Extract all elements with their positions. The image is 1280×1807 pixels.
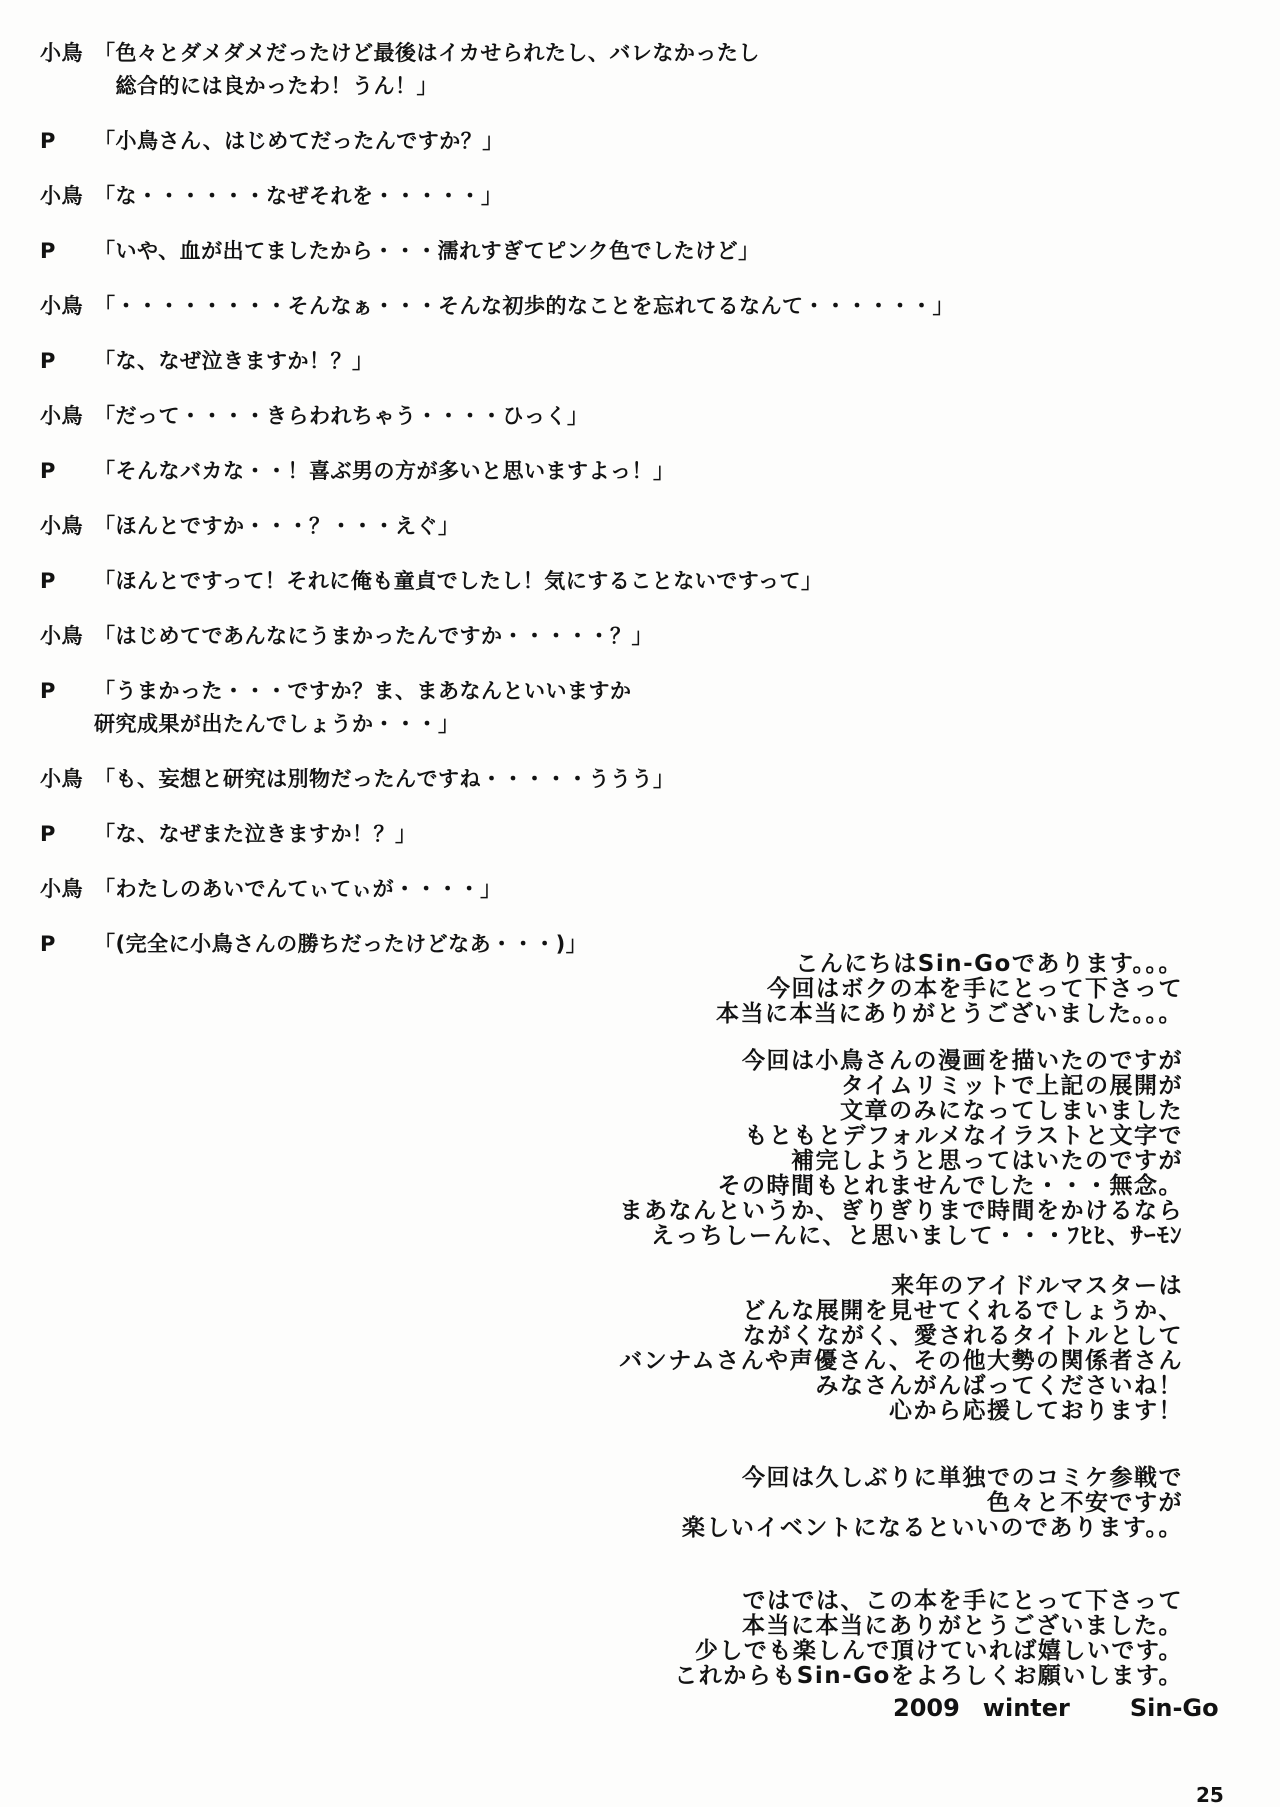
dialogue-row	[40, 180, 1050, 213]
dialogue-row	[40, 455, 1050, 488]
afterword-line: 来年のアイドルマスターは	[891, 1273, 1183, 1299]
afterword-paragraph	[619, 952, 1183, 1027]
dialogue-text: 「いや、血が出てましたから・・・濡れすぎてピンク色でしたけど」	[94, 239, 760, 263]
dialogue-text: 「も、妄想と研究は別物だったんですね・・・・・ううう」	[94, 767, 675, 791]
afterword-line: もともとデフォルメなイラストと文字で	[744, 1123, 1183, 1149]
dialogue-text: 「な、なぜまた泣きますか！？」	[94, 822, 417, 846]
dialogue-row	[40, 235, 1050, 268]
speaker-label: 小鳥	[40, 767, 83, 791]
dialogue-row	[40, 675, 1050, 741]
speaker-label: 小鳥	[40, 404, 83, 428]
speaker-label: 小鳥	[40, 514, 83, 538]
dialogue-row	[40, 565, 1050, 598]
afterword-line: 楽しいイベントになるといいのであります。。	[681, 1515, 1183, 1541]
afterword-line: こんにちはSin-Goであります。。。	[795, 951, 1183, 977]
afterword-line: どんな展開を見せてくれるでしょうか、	[742, 1298, 1183, 1324]
credit-author: Sin-Go	[1129, 1694, 1219, 1722]
dialogue-row	[40, 818, 1050, 851]
dialogue-text: 「な・・・・・・なぜそれを・・・・・」	[94, 184, 503, 208]
speaker-label: P	[40, 129, 56, 153]
afterword-line: まあなんというか、ぎりぎりまで時間をかけるなら	[619, 1198, 1183, 1224]
dialogue-row	[40, 345, 1050, 378]
speaker-label: 小鳥	[40, 41, 83, 65]
dialogue-row	[40, 290, 1050, 323]
afterword-line: 本当に本当にありがとうございました。	[742, 1613, 1183, 1639]
afterword-line: これからもSin-Goをよろしくお願いします。	[674, 1663, 1183, 1689]
afterword-line: えっちしーんに、と思いまして・・・ﾌﾋﾋ、ｻｰﾓﾝ	[651, 1223, 1183, 1249]
dialogue-row	[40, 37, 1050, 103]
credit-season: winter	[982, 1694, 1070, 1722]
dialogue-text: 「はじめてであんなにうまかったんですか・・・・・？」	[94, 624, 653, 648]
dialogue-text: 「そんなバカな・・！喜ぶ男の方が多いと思いますよっ！」	[94, 459, 675, 483]
afterword-line: 今回は小鳥さんの漫画を描いたのですが	[742, 1048, 1183, 1074]
speaker-label: P	[40, 349, 56, 373]
afterword-line: みなさんがんばってくださいね！	[815, 1373, 1183, 1399]
speaker-label: 小鳥	[40, 184, 83, 208]
dialogue-text: 「ほんとですって！それに俺も童貞でしたし！気にすることないですって」	[94, 569, 823, 593]
speaker-label: P	[40, 822, 56, 846]
dialogue-text: 「ほんとですか・・・？・・・えぐ」	[94, 514, 460, 538]
dialogue-text: 「色々とダメダメだったけど最後はイカせられたし、バレなかったし 総合的には良かったわ！うん！」	[94, 41, 760, 98]
credit-year: 2009	[893, 1694, 960, 1722]
speaker-label: P	[40, 569, 56, 593]
dialogue-row	[40, 125, 1050, 158]
afterword-paragraph	[619, 1274, 1183, 1424]
dialogue-row	[40, 510, 1050, 543]
page-number: 25	[1196, 1783, 1224, 1807]
dialogue-text: 「小鳥さん、はじめてだったんですか？」	[94, 129, 504, 153]
afterword-line: タイムリミットで上記の展開が	[840, 1073, 1183, 1099]
afterword-line: ではでは、この本を手にとって下さって	[742, 1588, 1183, 1614]
afterword-line: 今回はボクの本を手にとって下さって	[766, 976, 1183, 1002]
afterword-line: その時間もとれませんでした・・・無念。	[717, 1173, 1183, 1199]
afterword-paragraph	[619, 1589, 1183, 1689]
speaker-label: P	[40, 679, 56, 703]
afterword-line: バンナムさんや声優さん、その他大勢の関係者さん	[619, 1348, 1183, 1374]
dialogue-row	[40, 400, 1050, 433]
dialogue-text: 「・・・・・・・・そんなぁ・・・そんな初歩的なことを忘れてるなんて・・・・・・」	[94, 294, 954, 318]
afterword-line: ながくながく、愛されるタイトルとして	[742, 1323, 1183, 1349]
speaker-label: P	[40, 459, 56, 483]
dialogue-text: 「(完全に小鳥さんの勝ちだったけどなあ・・・)」	[94, 932, 588, 956]
dialogue-text: 「だって・・・・きらわれちゃう・・・・ひっく」	[94, 404, 589, 428]
speaker-label: P	[40, 932, 56, 956]
credit-line	[893, 1694, 1219, 1722]
afterword-line: 心から応援しております！	[889, 1398, 1183, 1424]
dialogue-text: 「うまかった・・・ですか？ま、まあなんといいますか 研究成果が出たんでしょうか・・・」	[94, 679, 632, 736]
dialogue-row	[40, 763, 1050, 796]
speaker-label: 小鳥	[40, 877, 83, 901]
speaker-label: P	[40, 239, 56, 263]
dialogue-row	[40, 873, 1050, 906]
speaker-label: 小鳥	[40, 294, 83, 318]
afterword-line: 文章のみになってしまいました	[840, 1098, 1183, 1124]
afterword-paragraph	[619, 1466, 1183, 1541]
afterword-line: 少しでも楽しんで頂けていれば嬉しいです。	[694, 1638, 1183, 1664]
dialogue-text: 「わたしのあいでんてぃてぃが・・・・」	[94, 877, 502, 901]
afterword-section	[619, 952, 1183, 1714]
dialogue-row	[40, 620, 1050, 653]
dialogue-section	[40, 37, 1050, 983]
afterword-line: 色々と不安ですが	[987, 1490, 1183, 1516]
dialogue-text: 「な、なぜ泣きますか！？」	[94, 349, 374, 373]
afterword-line: 補完しようと思ってはいたのですが	[791, 1148, 1183, 1174]
afterword-paragraph	[619, 1049, 1183, 1249]
afterword-line: 今回は久しぶりに単独でのコミケ参戦で	[742, 1465, 1183, 1491]
afterword-line: 本当に本当にありがとうございました。。。	[716, 1001, 1183, 1027]
speaker-label: 小鳥	[40, 624, 83, 648]
